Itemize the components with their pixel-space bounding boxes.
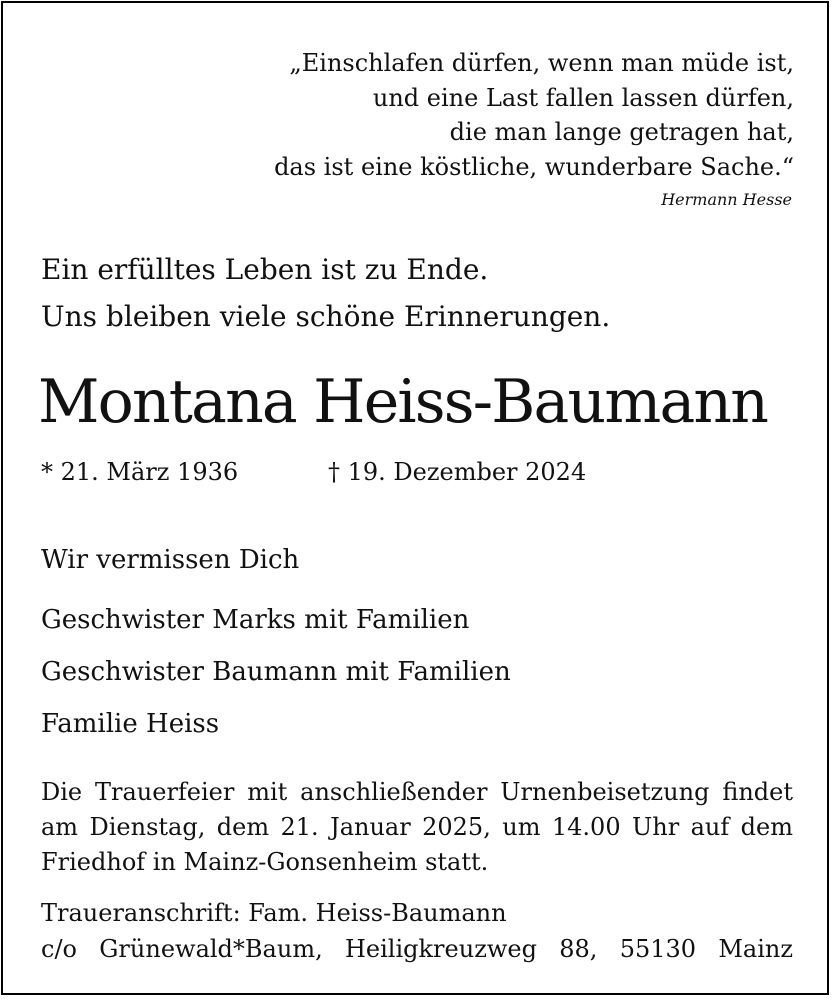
hesse-quote — [274, 46, 794, 184]
service-line: Die Trauerfeier mit anschließender Urnenbeisetzung findet — [41, 778, 793, 806]
quote-line: das ist eine köstliche, wunderbare Sache.“ — [274, 152, 794, 181]
mourners-list — [41, 594, 511, 750]
mourner-item: Geschwister Marks mit Familien — [41, 605, 470, 635]
intro-line: Uns bleiben viele schöne Erinnerungen. — [41, 300, 611, 333]
address-line: Traueranschrift: Fam. Heiss-Baumann — [41, 899, 507, 927]
quote-author: Hermann Hesse — [661, 190, 792, 209]
intro-line: Ein erfülltes Leben ist zu Ende. — [41, 253, 489, 286]
mourner-item: Familie Heiss — [41, 709, 220, 739]
intro-text — [41, 246, 610, 340]
mourning-address — [41, 895, 793, 967]
quote-line: „Einschlafen dürfen, wenn man müde ist, — [289, 49, 794, 77]
death-date: † 19. Dezember 2024 — [328, 458, 587, 486]
service-line: Friedhof in Mainz-Gonsenheim statt. — [41, 848, 489, 876]
quote-line: die man lange getragen hat, — [449, 118, 794, 146]
mourner-item: Geschwister Baumann mit Familien — [41, 657, 511, 687]
birth-date: * 21. März 1936 — [41, 458, 239, 486]
funeral-service-info — [41, 775, 793, 880]
mourners-heading: Wir vermissen Dich — [41, 545, 300, 575]
address-line: c/o Grünewald*Baum, Heiligkreuzweg 88, 55130 Mainz — [41, 935, 793, 963]
service-line: am Dienstag, dem 21. Januar 2025, um 14.00 Uhr auf dem — [41, 813, 793, 841]
quote-line: und eine Last fallen lassen dürfen, — [372, 83, 794, 112]
deceased-name: Montana Heiss-Baumann — [38, 367, 768, 437]
